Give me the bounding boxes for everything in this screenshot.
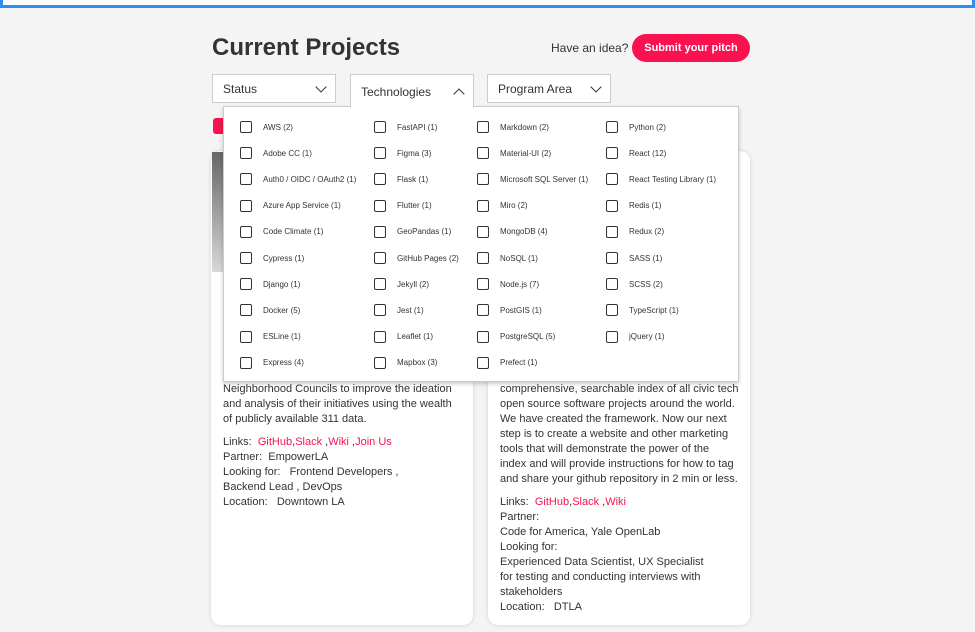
technologies-dropdown	[223, 106, 739, 382]
technology-option-label: Flask (1)	[397, 174, 429, 184]
technology-option-label: FastAPI (1)	[397, 122, 438, 132]
wiki-link[interactable]: Wiki	[328, 436, 349, 448]
technology-option-label: Django (1)	[263, 279, 301, 289]
technology-option-label: React Testing Library (1)	[629, 174, 716, 184]
checkbox[interactable]	[477, 121, 489, 133]
checkbox[interactable]	[374, 304, 386, 316]
card-right-links: Links: GitHub,Slack ,Wiki	[500, 496, 626, 508]
card-left-description: Neighborhood Councils to improve the ideation and analysis of their initiatives using the wealth of publicly available 311 data.	[223, 383, 452, 425]
technology-option[interactable]	[240, 121, 293, 133]
technology-option[interactable]	[477, 200, 528, 212]
technology-option[interactable]	[606, 278, 663, 290]
checkbox[interactable]	[240, 331, 252, 343]
checkbox[interactable]	[374, 278, 386, 290]
technology-option-label: ESLine (1)	[263, 332, 301, 342]
checkbox[interactable]	[240, 252, 252, 264]
technology-option[interactable]	[477, 121, 549, 133]
technology-option-label: Markdown (2)	[500, 122, 549, 132]
technology-option-label: AWS (2)	[263, 122, 293, 132]
card-right-location: Location: DTLA	[500, 601, 582, 613]
technology-option-label: Jekyll (2)	[397, 279, 430, 289]
checkbox[interactable]	[240, 173, 252, 185]
technology-option-label: Flutter (1)	[397, 201, 432, 211]
join-us-link[interactable]: Join Us	[355, 436, 392, 448]
checkbox[interactable]	[477, 278, 489, 290]
technology-option-label: Express (4)	[263, 358, 304, 368]
checkbox[interactable]	[240, 357, 252, 369]
card-left-partner: Partner: EmpowerLA	[223, 451, 329, 463]
checkbox[interactable]	[606, 331, 618, 343]
card-right-description: comprehensive, searchable index of all civic tech open source software projects around the world. We have created the framework. Now our next step is to create a website and other marketing tools that will demonstrate the power of the index and will provide instructions for how to tag and share your github repository in 2 min or less.	[500, 383, 739, 485]
checkbox[interactable]	[240, 121, 252, 133]
technology-option[interactable]	[374, 226, 451, 238]
technology-option-label: TypeScript (1)	[629, 305, 679, 315]
technology-option-label: Docker (5)	[263, 305, 301, 315]
browser-focus-bar	[0, 0, 975, 8]
technology-option[interactable]	[374, 304, 424, 316]
slack-link[interactable]: Slack	[572, 496, 600, 508]
technologies-filter[interactable]	[350, 74, 474, 108]
technology-option-label: MongoDB (4)	[500, 227, 548, 237]
checkbox[interactable]	[477, 331, 489, 343]
github-link[interactable]: GitHub	[257, 436, 293, 448]
slack-link[interactable]: Slack	[295, 436, 323, 448]
card-left-links: Links: GitHub,Slack ,Wiki ,Join Us	[223, 436, 392, 448]
technology-option-label: PostgreSQL (5)	[500, 332, 556, 342]
technology-option[interactable]	[606, 121, 666, 133]
program-area-filter[interactable]	[487, 74, 611, 103]
technology-option-label: Azure App Service (1)	[263, 201, 341, 211]
technology-option-label: SCSS (2)	[629, 279, 663, 289]
checkbox[interactable]	[240, 200, 252, 212]
checkbox[interactable]	[374, 226, 386, 238]
checkbox[interactable]	[240, 278, 252, 290]
checkbox[interactable]	[606, 252, 618, 264]
checkbox[interactable]	[374, 331, 386, 343]
chevron-down-icon	[315, 81, 326, 92]
submit-pitch-button[interactable]: Submit your pitch	[632, 34, 750, 62]
technology-option-label: NoSQL (1)	[500, 253, 538, 263]
technology-option[interactable]	[240, 252, 304, 264]
checkbox[interactable]	[374, 121, 386, 133]
technology-option[interactable]	[374, 200, 432, 212]
card-left-location: Location: Downtown LA	[223, 496, 345, 508]
technology-option[interactable]	[477, 147, 551, 159]
checkbox[interactable]	[606, 200, 618, 212]
checkbox[interactable]	[477, 357, 489, 369]
technology-option[interactable]	[477, 331, 555, 343]
technology-option-label: Leaflet (1)	[397, 332, 434, 342]
checkbox[interactable]	[374, 147, 386, 159]
technology-option[interactable]	[240, 173, 356, 185]
chevron-down-icon	[590, 81, 601, 92]
technology-option[interactable]	[374, 173, 428, 185]
technology-option-label: Redux (2)	[629, 227, 665, 237]
technology-option[interactable]	[477, 226, 548, 238]
checkbox[interactable]	[374, 173, 386, 185]
checkbox[interactable]	[606, 147, 618, 159]
technology-option-label: Prefect (1)	[500, 358, 538, 368]
technology-option[interactable]	[477, 252, 538, 264]
technology-option[interactable]	[477, 357, 537, 369]
idea-label: Have an idea?	[551, 41, 629, 55]
technology-option-label: Mapbox (3)	[397, 358, 438, 368]
technology-option[interactable]	[240, 304, 300, 316]
technology-option[interactable]	[606, 173, 716, 185]
technology-option[interactable]	[606, 331, 665, 343]
card-left-body: Neighborhood Councils to improve the ideation and analysis of their initiatives using the wealth of publicly available 311 data. Links: GitHub,Slack ,Wiki ,Join Us Partner: EmpowerLA Looking for: Frontend Developers , Backend Lead , DevOps Location: Downtown LA	[223, 382, 468, 510]
technology-option-label: jQuery (1)	[629, 332, 665, 342]
checkbox[interactable]	[477, 226, 489, 238]
technology-option[interactable]	[240, 278, 300, 290]
technology-option-label: Redis (1)	[629, 201, 662, 211]
technology-option[interactable]	[477, 304, 542, 316]
wiki-link[interactable]: Wiki	[605, 496, 626, 508]
checkbox[interactable]	[477, 147, 489, 159]
technology-option[interactable]	[374, 121, 437, 133]
technology-option[interactable]	[477, 278, 539, 290]
checkbox[interactable]	[477, 252, 489, 264]
technology-option-label: SASS (1)	[629, 253, 663, 263]
card-right-looking-label: Looking for:	[500, 541, 558, 553]
card-left-looking: Looking for: Frontend Developers ,	[223, 466, 399, 478]
technology-option[interactable]	[606, 252, 662, 264]
card-right-body: comprehensive, searchable index of all civic tech open source software projects around the world. We have created the framework. Now our next step is to create a website and other marketing tools that will demonstrate the power of the index and will provide instructions for how to tag and share your github repository in 2 min or less. Links: GitHub,Slack ,Wiki Partner: Code for America, Yale OpenLab Looking for: Experienced Data Scientist, UX Specialist for testing and conducting interviews with stakeholders Location: DTLA	[500, 382, 745, 615]
technology-option[interactable]	[606, 200, 661, 212]
checkbox[interactable]	[477, 173, 489, 185]
status-filter-label: Status	[223, 81, 258, 96]
status-filter[interactable]	[212, 74, 336, 103]
card-right-partner: Code for America, Yale OpenLab	[500, 526, 661, 538]
checkbox[interactable]	[606, 278, 618, 290]
checkbox[interactable]	[240, 304, 252, 316]
program-area-filter-label: Program Area	[498, 81, 573, 96]
checkbox[interactable]	[240, 226, 252, 238]
technology-option[interactable]	[374, 278, 429, 290]
technology-option[interactable]	[240, 331, 301, 343]
checkbox[interactable]	[606, 121, 618, 133]
technology-option-label: Python (2)	[629, 122, 666, 132]
technology-option[interactable]	[240, 200, 341, 212]
github-link[interactable]: GitHub	[534, 496, 570, 508]
technology-option[interactable]	[374, 147, 431, 159]
technologies-filter-label: Technologies	[361, 84, 432, 99]
technology-option-label: Figma (3)	[397, 148, 432, 158]
page-title: Current Projects	[212, 34, 401, 61]
technology-option-label: Material-UI (2)	[500, 148, 552, 158]
technology-option[interactable]	[374, 331, 433, 343]
checkbox[interactable]	[606, 226, 618, 238]
technology-option-label: PostGIS (1)	[500, 305, 542, 315]
technology-option-label: Miro (2)	[500, 201, 528, 211]
technology-option-label: React (12)	[629, 148, 667, 158]
checkbox[interactable]	[606, 304, 618, 316]
technology-option[interactable]	[606, 226, 664, 238]
technology-option[interactable]	[240, 226, 323, 238]
technology-option-label: GeoPandas (1)	[397, 227, 452, 237]
chevron-up-icon	[453, 88, 464, 99]
technology-option[interactable]	[606, 304, 679, 316]
technology-option-label: Jest (1)	[397, 305, 424, 315]
technology-option[interactable]	[477, 173, 588, 185]
technology-option[interactable]	[240, 357, 304, 369]
technology-option-label: Auth0 / OIDC / OAuth2 (1)	[263, 174, 357, 184]
technology-option[interactable]	[374, 357, 437, 369]
checkbox[interactable]	[240, 147, 252, 159]
technology-option-label: Adobe CC (1)	[263, 148, 312, 158]
technology-option-label: GitHub Pages (2)	[397, 253, 459, 263]
checkbox[interactable]	[374, 357, 386, 369]
checkbox[interactable]	[374, 200, 386, 212]
technology-option[interactable]	[374, 252, 459, 264]
checkbox[interactable]	[477, 200, 489, 212]
card-right-partner-label: Partner:	[500, 511, 540, 523]
technology-option-label: Node.js (7)	[500, 279, 540, 289]
checkbox[interactable]	[477, 304, 489, 316]
technology-option-label: Cypress (1)	[263, 253, 305, 263]
checkbox[interactable]	[374, 252, 386, 264]
technology-option-label: Code Climate (1)	[263, 227, 324, 237]
technology-option[interactable]	[606, 147, 666, 159]
technology-option-label: Microsoft SQL Server (1)	[500, 174, 589, 184]
technology-option[interactable]	[240, 147, 312, 159]
checkbox[interactable]	[606, 173, 618, 185]
